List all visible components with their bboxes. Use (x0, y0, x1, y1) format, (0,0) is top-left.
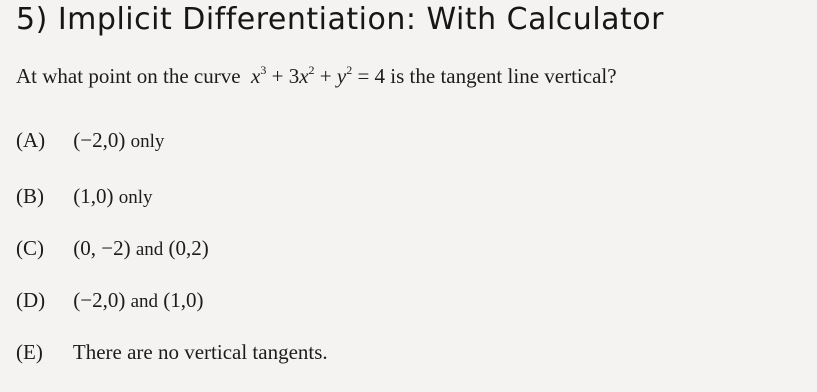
choice-e (16, 340, 328, 365)
choice-d (16, 288, 204, 313)
choice-point-2: (1,0) (163, 288, 204, 312)
question-text (16, 64, 617, 89)
choice-connector: and (130, 291, 159, 312)
choice-b (16, 184, 153, 209)
choice-letter: (B) (16, 184, 44, 208)
choice-a (16, 128, 164, 153)
choice-point: (−2,0) (73, 288, 126, 312)
choice-connector: only (130, 131, 165, 152)
choice-letter: (D) (16, 288, 46, 312)
question-suffix: is the tangent line vertical? (390, 64, 617, 88)
choice-text: There are no vertical tangents. (72, 340, 328, 364)
choice-connector: and (135, 239, 164, 260)
choice-connector: only (118, 187, 153, 208)
choice-point: (1,0) (73, 184, 114, 208)
curve-equation: $x^3 + 3x^2 + y^2 = 4$ (245, 63, 391, 88)
choice-point: (0, −2) (73, 236, 131, 260)
choice-point: (−2,0) (73, 128, 126, 152)
question-prefix: At what point on the curve (16, 64, 241, 88)
choice-letter: (C) (16, 236, 44, 260)
choice-point-2: (0,2) (168, 236, 209, 260)
choice-c (16, 236, 209, 261)
choice-letter: (A) (16, 128, 46, 152)
choice-letter: (E) (16, 340, 43, 364)
problem-title: 5) Implicit Differentiation: With Calculator (16, 2, 664, 37)
